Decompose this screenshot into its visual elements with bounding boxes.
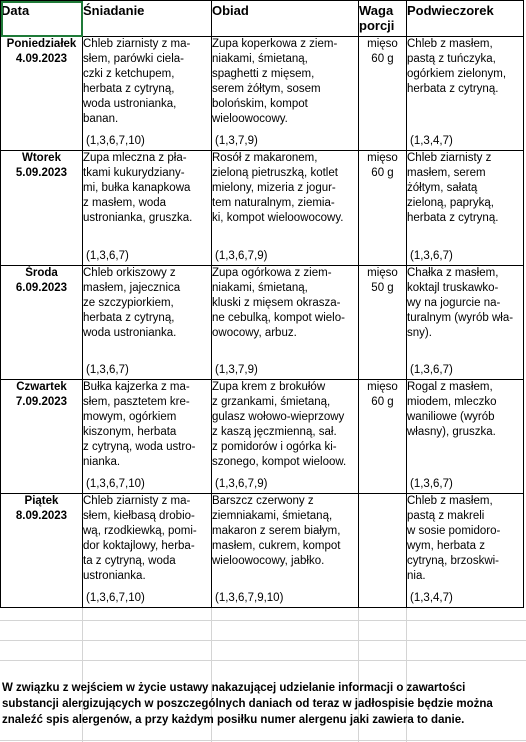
snack-cell[interactable] bbox=[407, 380, 524, 494]
header-weight-cell[interactable]: Waga porcji bbox=[359, 1, 407, 37]
header-day-cell[interactable]: Data bbox=[1, 1, 83, 37]
lunch-text: Barszcz czerwony z ziemniakami, śmietaną, makaron z serem białym, masłem, cukrem, kompot wieloowocowy, jabłko. bbox=[212, 495, 341, 567]
lunch-text: Zupa ogórkowa z ziem- niakami, śmietaną, kluski z mięsem okrasza- ne cebulką, kompot wielo- owocowy, arbuz. bbox=[212, 267, 345, 339]
snack-cell[interactable] bbox=[407, 151, 524, 266]
menu-row-tuesday bbox=[1, 151, 524, 266]
allergen-code: (1,3,6,7,10) bbox=[86, 135, 145, 147]
breakfast-cell[interactable] bbox=[83, 494, 212, 608]
snack-cell[interactable] bbox=[407, 266, 524, 380]
snack-text: Chleb z masłem, pastą z makreli w sosie pomidoro- wym, herbata z cytryną, brzoskwi- nia. bbox=[407, 495, 501, 582]
portion-weight-cell[interactable]: mięso 60 g bbox=[359, 151, 407, 266]
allergen-code: (1,3,4,7) bbox=[410, 592, 453, 604]
day-cell[interactable]: Wtorek 5.09.2023 bbox=[1, 151, 83, 266]
snack-text: Chleb z masłem, pastą z tuńczyka, ogórkiem zielonym, herbata z cytryną. bbox=[407, 38, 507, 95]
portion-weight-cell[interactable]: mięso 50 g bbox=[359, 266, 407, 380]
snack-text: Chleb ziarnisty z masłem, serem żółtym, sałatą zieloną, papryką, herbata z cytryną. bbox=[407, 152, 499, 224]
allergen-code: (1,3,7,9) bbox=[215, 364, 258, 376]
gridline bbox=[0, 740, 526, 741]
breakfast-cell[interactable] bbox=[83, 266, 212, 380]
allergen-code: (1,3,6,7) bbox=[86, 364, 129, 376]
gridline bbox=[0, 660, 526, 661]
breakfast-text: Zupa mleczna z pła- tkami kukurydziany- mi, bułka kanapkowa z masłem, woda ustronianka, gruszka. bbox=[83, 152, 193, 224]
allergen-code: (1,3,6,7,9) bbox=[215, 250, 268, 262]
header-snack-cell[interactable]: Podwieczorek bbox=[407, 1, 524, 37]
lunch-cell[interactable] bbox=[212, 151, 359, 266]
breakfast-cell[interactable] bbox=[83, 151, 212, 266]
allergen-notice: W związku z wejściem w życie ustawy nakazującej udzielanie informacji o zawartości substancji alergizujących w poszczególnych daniach od teraz w jadłospisie będzie można znaleźć spis alergenów, a przy każdym posiłku numer alergenu jaki zawiera to danie. bbox=[2, 682, 493, 726]
allergen-code: (1,3,6,7,10) bbox=[86, 478, 145, 490]
snack-cell[interactable] bbox=[407, 37, 524, 151]
allergen-code: (1,3,4,7) bbox=[410, 135, 453, 147]
lunch-cell[interactable] bbox=[212, 266, 359, 380]
header-lunch-cell[interactable]: Obiad bbox=[212, 1, 359, 37]
breakfast-text: Chleb ziarnisty z ma- słem, kiełbasą drobio- wą, rzodkiewką, pomi- dor koktajlowy, herba- ta z cytryną, woda ustronianka. bbox=[83, 495, 197, 582]
lunch-text: Rosół z makaronem, zieloną pietruszką, kotlet mielony, mizeria z jogur- tem naturalnym, ziemia- ki, kompot wieloowocowy. bbox=[212, 152, 344, 224]
allergen-code: (1,3,6,7) bbox=[410, 364, 453, 376]
allergen-code: (1,3,6,7,9,10) bbox=[215, 592, 284, 604]
portion-weight-cell[interactable]: mięso 60 g bbox=[359, 380, 407, 494]
snack-text: Chałka z masłem, koktajl truskawko- wy na jogurcie na- turalnym (wyrób wła- sny). bbox=[407, 267, 514, 339]
menu-row-thursday bbox=[1, 380, 524, 494]
lunch-text: Zupa krem z brokułów z grzankami, śmietaną, gulasz wołowo-wieprzowy z kaszą jęczmienną, sał. z pomidorów i ogórka ki- szonego, kompot wieloow. bbox=[212, 381, 347, 468]
lunch-cell[interactable] bbox=[212, 37, 359, 151]
breakfast-text: Bułka kajzerka z ma- słem, pasztetem kre- mowym, ogórkiem kiszonym, herbata z cytryną, woda ustro- nianka. bbox=[83, 381, 196, 468]
lunch-text: Zupa koperkowa z ziem- niakami, śmietaną, spaghetti z mięsem, serem żółtym, sosem bolońskim, kompot wieloowocowy. bbox=[212, 38, 338, 125]
day-cell[interactable]: Środa 6.09.2023 bbox=[1, 266, 83, 380]
allergen-code: (1,3,6,7,10) bbox=[86, 592, 145, 604]
breakfast-text: Chleb orkiszowy z masłem, jajecznica ze szczypiorkiem, herbata z cytryną, woda ustronianka. bbox=[83, 267, 181, 339]
menu-row-friday bbox=[1, 494, 524, 608]
gridline bbox=[0, 620, 526, 621]
day-cell[interactable]: Czwartek 7.09.2023 bbox=[1, 380, 83, 494]
day-cell[interactable]: Poniedziałek 4.09.2023 bbox=[1, 37, 83, 151]
allergen-code: (1,3,6,7,9) bbox=[215, 478, 268, 490]
allergen-code: (1,3,6,7) bbox=[86, 250, 129, 262]
header-breakfast-cell[interactable]: Śniadanie bbox=[83, 1, 212, 37]
menu-row-wednesday bbox=[1, 266, 524, 380]
allergen-code: (1,3,7,9) bbox=[215, 135, 258, 147]
snack-text: Rogal z masłem, miodem, mleczko waniliowe (wyrób własny), gruszka. bbox=[407, 381, 497, 438]
header-row bbox=[1, 1, 524, 37]
lunch-cell[interactable] bbox=[212, 380, 359, 494]
portion-weight-cell[interactable]: mięso 60 g bbox=[359, 37, 407, 151]
breakfast-cell[interactable] bbox=[83, 380, 212, 494]
portion-weight-cell[interactable] bbox=[359, 494, 407, 608]
lunch-cell[interactable] bbox=[212, 494, 359, 608]
allergen-code: (1,3,6,7) bbox=[410, 478, 453, 490]
day-cell[interactable]: Piątek 8.09.2023 bbox=[1, 494, 83, 608]
menu-row-monday bbox=[1, 37, 524, 151]
breakfast-text: Chleb ziarnisty z ma- słem, parówki ciela- czki z ketchupem, herbata z cytryną, woda ustronianka, banan. bbox=[83, 38, 191, 125]
snack-cell[interactable] bbox=[407, 494, 524, 608]
gridline bbox=[0, 640, 526, 641]
allergen-code: (1,3,6,7) bbox=[410, 250, 453, 262]
breakfast-cell[interactable] bbox=[83, 37, 212, 151]
